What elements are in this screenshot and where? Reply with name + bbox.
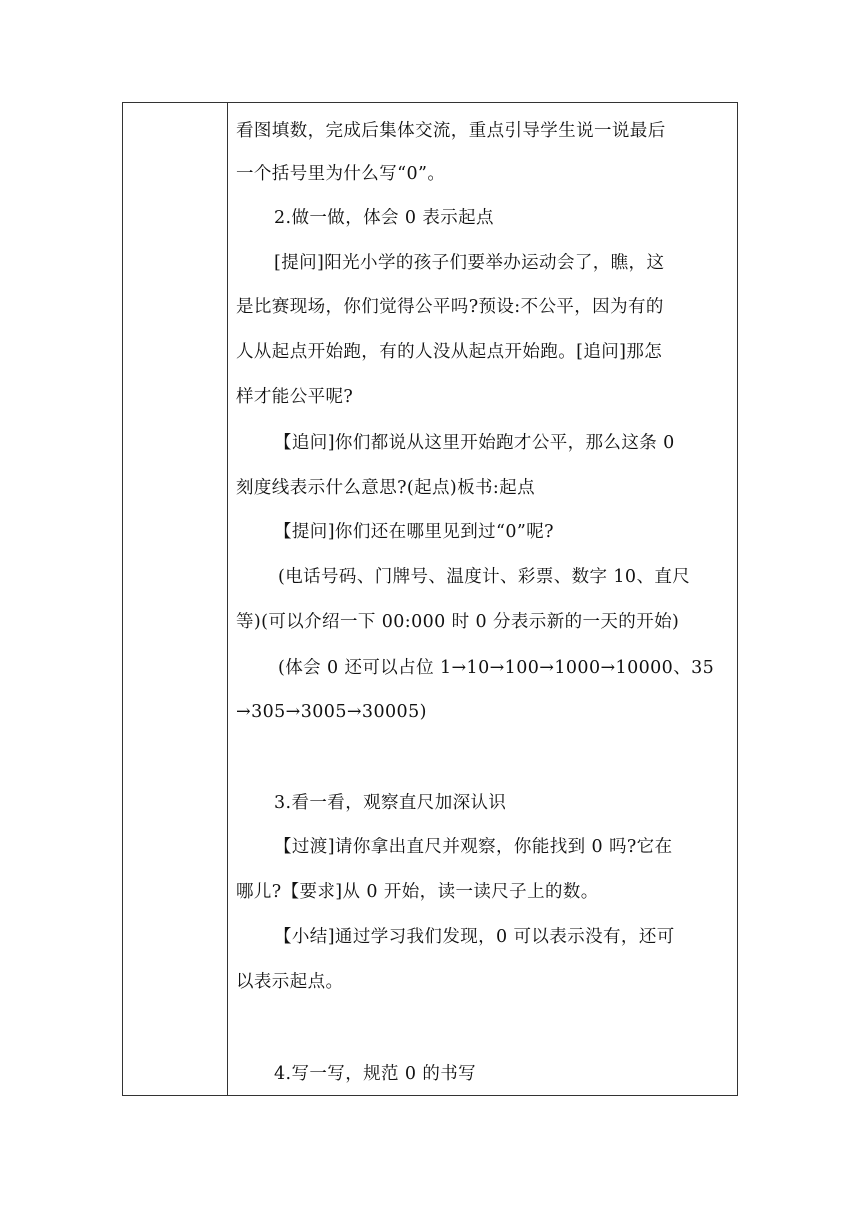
paragraph-line: 一个括号里为什么写“0”。 (236, 164, 446, 184)
paragraph-line: 哪儿?【要求]从 0 开始，读一读尺子上的数。 (236, 882, 599, 902)
paragraph-line: 是比赛现场，你们觉得公平吗?预设:不公平，因为有的 (236, 297, 664, 317)
paragraph-line: (电话号码、门牌号、温度计、彩票、数字 10、直尺 (278, 567, 691, 587)
section-heading: 2.做一做，体会 0 表示起点 (274, 208, 494, 228)
paragraph-line: 样才能公平呢? (236, 387, 354, 407)
paragraph-line: [提问]阳光小学的孩子们要举办运动会了，瞧，这 (274, 253, 665, 273)
lesson-table (122, 102, 738, 1096)
paragraph-line: 以表示起点。 (236, 972, 344, 992)
paragraph-line: 【提问]你们还在哪里见到过“0”呢? (274, 522, 554, 542)
paragraph-line: →305→3005→30005) (236, 702, 427, 722)
section-heading: 4.写一写，规范 0 的书写 (274, 1064, 477, 1084)
paragraph-line: 人从起点开始跑，有的人没从起点开始跑。[追问]那怎 (236, 342, 663, 362)
paragraph-line: 【小结]通过学习我们发现，0 可以表示没有，还可 (274, 927, 675, 947)
paragraph-line: (体会 0 还可以占位 1→10→100→1000→10000、35 (278, 658, 715, 678)
section-heading: 3.看一看，观察直尺加深认识 (274, 793, 507, 813)
paragraph-line: 等)(可以介绍一下 00:000 时 0 分表示新的一天的开始) (236, 612, 680, 632)
paragraph-line: 刻度线表示什么意思?(起点)板书:起点 (236, 478, 536, 498)
left-column-cell (123, 103, 227, 1095)
column-divider (227, 103, 228, 1095)
paragraph-line: 【过渡]请你拿出直尺并观察，你能找到 0 吗?它在 (274, 837, 673, 857)
paragraph-line: 【追问]你们都说从这里开始跑才公平，那么这条 0 (274, 433, 675, 453)
paragraph-line: 看图填数，完成后集体交流，重点引导学生说一说最后 (236, 121, 666, 141)
